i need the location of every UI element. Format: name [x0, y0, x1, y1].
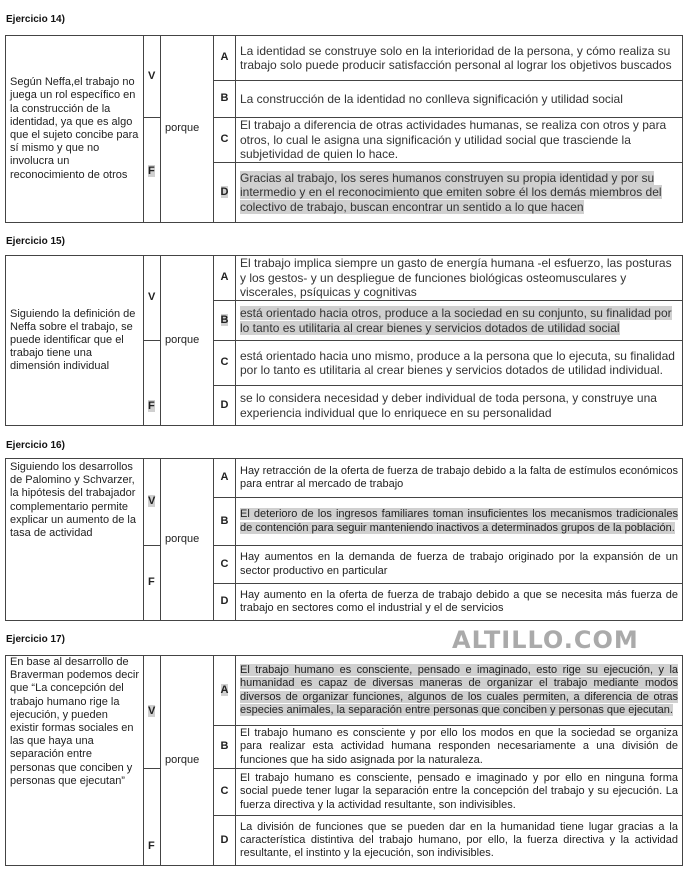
option-letter-label: B — [220, 313, 229, 326]
option-text-content: Hay retracción de la oferta de fuerza de trabajo debido a la falta de estímulos económicos para entrar al mercado de trabajo — [240, 464, 678, 490]
option-letter[interactable] — [214, 726, 236, 769]
option-text-content: Hay aumentos en la demanda de fuerza de trabajo originado por la expansión de un sector productivo en particular — [240, 551, 678, 577]
option-text[interactable] — [236, 341, 683, 386]
option-letter[interactable] — [214, 656, 236, 726]
option-text[interactable] — [236, 163, 683, 223]
option-text[interactable] — [236, 816, 683, 866]
option-letter[interactable] — [214, 584, 236, 621]
option-row — [6, 459, 683, 498]
option-letter-label: A — [220, 51, 229, 64]
option-letter[interactable] — [214, 36, 236, 81]
exercise-table — [5, 35, 683, 223]
option-letter[interactable] — [214, 459, 236, 498]
false-option[interactable] — [144, 546, 161, 621]
option-letter-label: C — [220, 785, 229, 798]
statement: Según Neffa,el trabajo no juega un rol específico en la construcción de la identidad, ya que es algo que el sujeto concibe para sí mismo y que no involucra un reconocimiento de otros — [6, 36, 144, 223]
true-option[interactable] — [144, 459, 161, 546]
option-letter-label: B — [220, 514, 229, 527]
option-text[interactable] — [236, 459, 683, 498]
option-letter-label: C — [220, 557, 229, 570]
false-option[interactable] — [144, 118, 161, 223]
option-text[interactable] — [236, 386, 683, 426]
exercise-title: Ejercicio 17) — [6, 634, 65, 645]
option-letter[interactable] — [214, 546, 236, 584]
option-letter-label: A — [220, 271, 229, 284]
option-row — [6, 36, 683, 81]
option-letter[interactable] — [214, 301, 236, 341]
option-letter[interactable] — [214, 816, 236, 866]
exercise-table — [5, 655, 683, 866]
exercise-title: Ejercicio 15) — [6, 236, 65, 247]
true-option[interactable] — [144, 656, 161, 769]
option-text-content: La construcción de la identidad no conlleva significación y utilidad social — [240, 91, 623, 106]
true-label: V — [148, 69, 156, 82]
false-label: F — [148, 576, 155, 589]
option-text-content: La identidad se construye solo en la interioridad de la persona, y cómo realiza su trabajo solo puede producir satisfacción personal al lograr los objetivos buscados — [240, 43, 672, 72]
option-letter[interactable] — [214, 386, 236, 426]
exercise-table — [5, 255, 683, 426]
option-letter-label: D — [220, 595, 229, 608]
option-text-content: El trabajo humano es consciente, pensado e imaginado, esto rige su ejecución, y la humanidad es capaz de diversas maneras de organizar el trabajo mediante modos diversos de organizar funciones, algunos de los cuales permiten, a diferencia de otras especies animales, la separación entre personas que conciben y personas que ejecutan. — [240, 664, 678, 716]
option-letter[interactable] — [214, 256, 236, 301]
option-text[interactable] — [236, 498, 683, 546]
option-letter-label: B — [220, 92, 229, 105]
option-text-content: La división de funciones que se pueden dar en la humanidad tiene lugar gracias a la característica distintiva del trabajo humano, por ello, la fuerza directiva y la actividad resultante, el instinto y la ejecución, son indivisibles. — [240, 820, 678, 860]
false-option[interactable] — [144, 341, 161, 426]
option-letter[interactable] — [214, 341, 236, 386]
option-text[interactable] — [236, 36, 683, 81]
true-label: V — [148, 705, 156, 718]
option-letter[interactable] — [214, 769, 236, 816]
option-letter[interactable] — [214, 498, 236, 546]
option-text-content: El deterioro de los ingresos familiares toman insuficientes los mecanismos tradicionales de contención para seguir manteniendo inactivos a determinados grupos de la población. — [240, 508, 678, 534]
statement: Siguiendo los desarrollos de Palomino y Schvarzer, la hipótesis del trabajador complementario permite explicar un aumento de la tasa de actividad — [6, 459, 144, 621]
option-text[interactable] — [236, 301, 683, 341]
exercise-title: Ejercicio 14) — [6, 14, 65, 25]
option-text[interactable] — [236, 118, 683, 163]
option-text[interactable] — [236, 656, 683, 726]
true-label: V — [148, 495, 156, 508]
option-text-content: El trabajo humano es consciente y por ello los modos en que la sociedad se organiza para realizar esta actividad humana responden necesariamente a una división de funciones que ha sido asignada por la naturaleza. — [240, 727, 678, 766]
option-letter[interactable] — [214, 118, 236, 163]
option-text-content: El trabajo humano es consciente, pensado e imaginado y por ello en ninguna forma social puede tener lugar la separación entre la concepción del trabajo y su ejecución. La fuerza directiva y la actividad resultante, son indivisibles. — [240, 772, 678, 811]
option-text[interactable] — [236, 584, 683, 621]
option-letter[interactable] — [214, 163, 236, 223]
option-letter-label: C — [220, 133, 229, 146]
watermark-logo: ALTILLO.COM — [452, 626, 639, 654]
option-text-content: El trabajo implica siempre un gasto de energía humana -el esfuerzo, las posturas y los gestos- y un despliegue de funciones biológicas osteomusculares y viscerales, psíquicas y cognitivas — [240, 256, 672, 300]
false-option[interactable] — [144, 769, 161, 866]
option-letter-label: D — [220, 185, 229, 198]
option-text[interactable] — [236, 726, 683, 769]
option-letter-label: D — [220, 833, 229, 846]
false-label: F — [148, 399, 155, 412]
false-label: F — [148, 164, 155, 177]
connector-porque: porque — [161, 459, 214, 621]
true-label: V — [148, 291, 156, 304]
connector-porque: porque — [161, 656, 214, 866]
option-text-content: está orientado hacia otros, produce a la sociedad en su conjunto, su finalidad por lo tanto es utilitaria al crear bienes y servicios dotados de utilidad social — [240, 306, 672, 335]
option-letter-label: B — [220, 740, 229, 753]
true-option[interactable] — [144, 36, 161, 118]
option-text[interactable] — [236, 546, 683, 584]
option-text-content: está orientado hacia uno mismo, produce a la persona que lo ejecuta, su finalidad por lo tanto es utilitaria al crear bienes y servicios dotados de utilidad individual. — [240, 348, 675, 377]
option-text-content: El trabajo a diferencia de otras actividades humanas, se realiza con otros y para otros, lo cual le asigna una significación y utilidad social que trasciende la subjetividad de quien lo hace. — [240, 118, 667, 162]
statement: En base al desarrollo de Braverman podemos decir que “La concepción del trabajo humano rige la ejecución, y pueden existir formas sociales en las que haya una separación entre personas que conciben y personas que ejecutan” — [6, 656, 144, 866]
option-letter-label: A — [220, 471, 229, 484]
option-letter-label: C — [220, 356, 229, 369]
option-row — [6, 256, 683, 301]
option-text-content: Gracias al trabajo, los seres humanos construyen su propia identidad y por su intermedio y en el reconocimiento que emiten sobre él los demás miembros del colectivo de trabajo, buscan encontrar un sentido a lo que hacen — [240, 170, 662, 214]
option-row — [6, 656, 683, 726]
option-letter-label: A — [220, 683, 229, 696]
option-text[interactable] — [236, 81, 683, 118]
option-text[interactable] — [236, 769, 683, 816]
option-text-content: Hay aumento en la oferta de fuerza de trabajo debido a que se necesita más fuerza de trabajo en sectores como el industrial y el de servicios — [240, 588, 678, 614]
exercise-table — [5, 458, 683, 621]
connector-porque: porque — [161, 36, 214, 223]
option-letter-label: D — [220, 398, 229, 411]
option-text[interactable] — [236, 256, 683, 301]
option-text-content: se lo considera necesidad y deber individual de toda persona, y construye una experiencia individual que lo enriquece en su personalidad — [240, 391, 657, 420]
statement: Siguiendo la definición de Neffa sobre el trabajo, se puede identificar que el trabajo tiene una dimensión individual — [6, 256, 144, 426]
option-letter[interactable] — [214, 81, 236, 118]
true-option[interactable] — [144, 256, 161, 341]
false-label: F — [148, 839, 155, 852]
connector-porque: porque — [161, 256, 214, 426]
exercise-title: Ejercicio 16) — [6, 440, 65, 451]
